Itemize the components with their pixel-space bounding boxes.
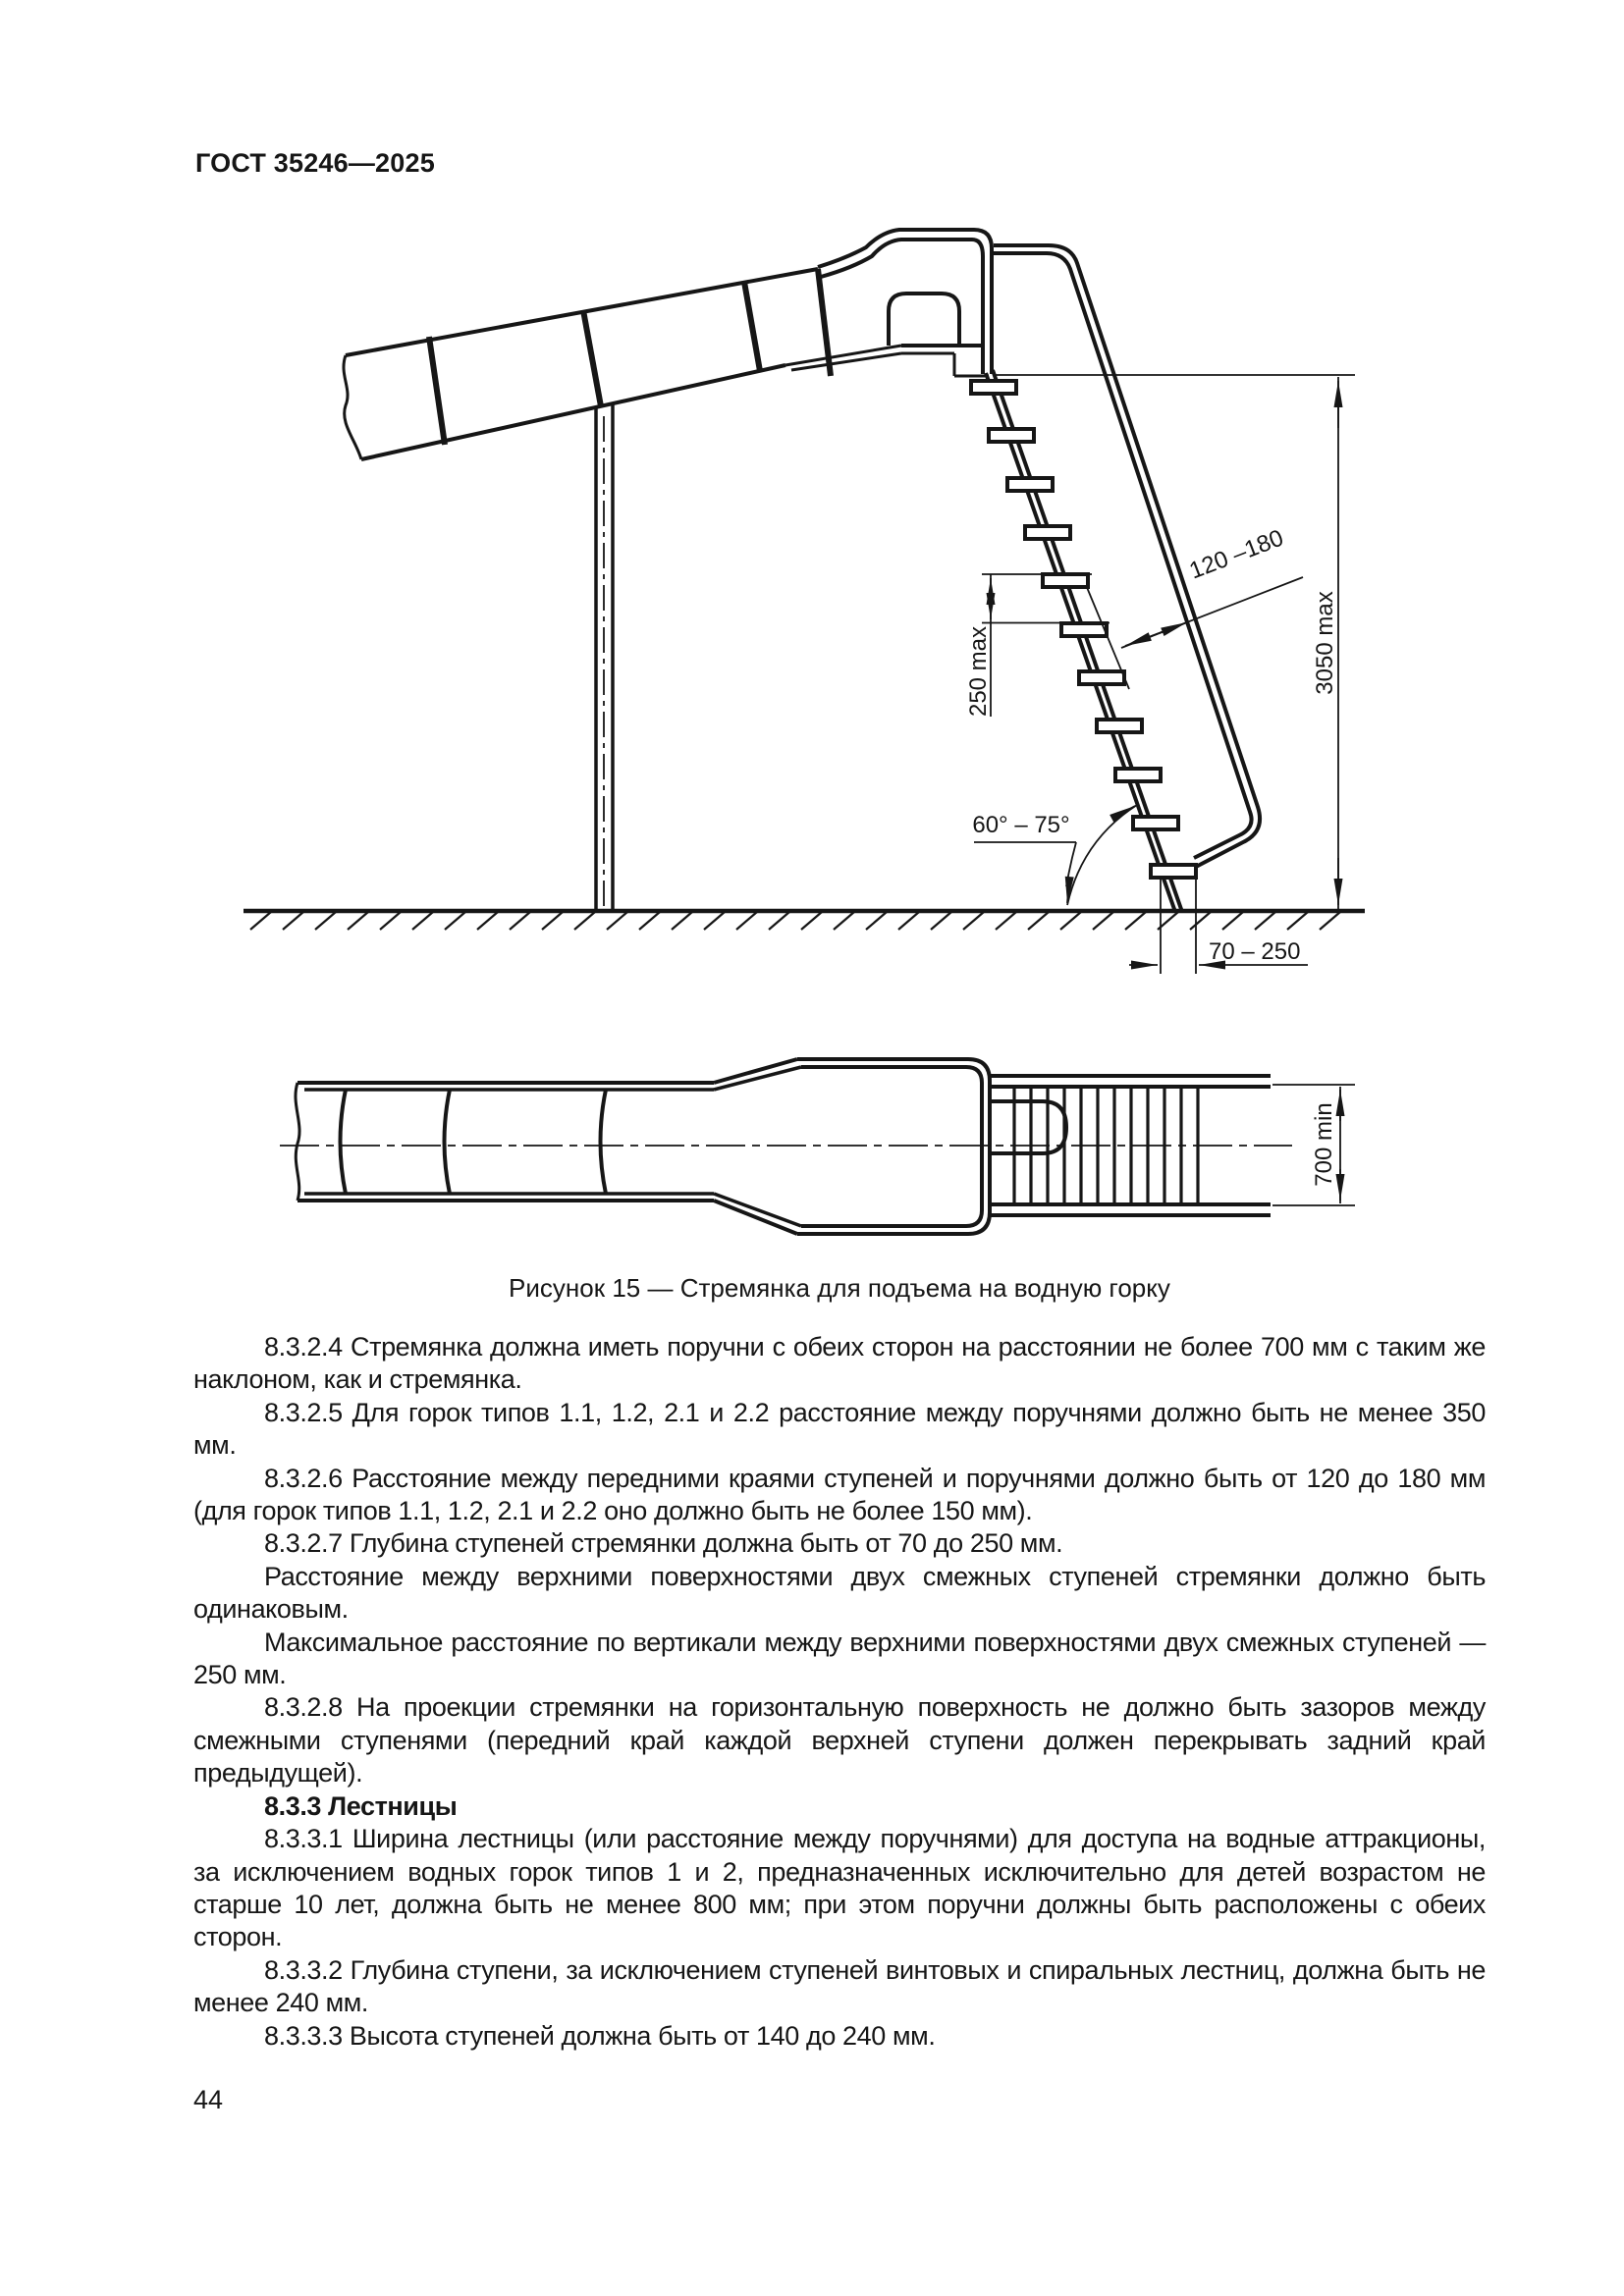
- ground-hatching: [250, 912, 1340, 930]
- paragraph-8333: 8.3.3.3 Высота ступеней должна быть от 140 до 240 мм.: [264, 2020, 936, 2051]
- paragraph-8327-cont2: Максимальное расстояние по вертикали между верхними поверхностями двух смежных ступеней — 250 мм.: [193, 1627, 1486, 1690]
- paragraph-8331: 8.3.3.1 Ширина лестницы (или расстояние между поручнями) для доступа на водные аттракционы, за исключением водных горок типов 1 и 2, предназначенных исключительно для детей возрастом не старше 10 лет, должна быть не менее 800 мм; при этом поручни должны быть расположены с обеих сторон.: [193, 1824, 1486, 1952]
- paragraph-8327-cont1: Расстояние между верхними поверхностями двух смежных ступеней стремянки должно быть одинаковым.: [193, 1561, 1486, 1625]
- dimension-step-handrail-gap: [1086, 524, 1303, 689]
- dim-label-120-180: 120 –180: [1185, 524, 1287, 585]
- paragraph-8326: 8.3.2.6 Расстояние между передними краями ступеней и поручнями должно быть от 120 до 180 мм (для горок типов 1.1, 1.2, 2.1 и 2.2 оно должно быть не более 150 мм).: [193, 1463, 1486, 1526]
- support-post: [596, 403, 613, 909]
- dim-label-700-min: 700 min: [1311, 1102, 1337, 1187]
- plan-view: [280, 1059, 1355, 1234]
- dimension-incline-angle: [972, 805, 1137, 905]
- slide-tube-plan: [296, 1059, 801, 1234]
- slide-tube: [344, 269, 901, 459]
- dim-label-3050-max: 3050 max: [1312, 591, 1338, 695]
- paragraph-8325: 8.3.2.5 Для горок типов 1.1, 1.2, 2.1 и 2.2 расстояние между поручнями должно быть не менее 350 мм.: [193, 1397, 1486, 1461]
- paragraph-8324: 8.3.2.4 Стремянка должна иметь поручни с обеих сторон на расстоянии не более 700 мм с таким же наклоном, как и стремянка.: [193, 1332, 1486, 1395]
- figure-caption: Рисунок 15 — Стремянка для подъема на водную горку: [509, 1273, 1170, 1303]
- paragraph-8332: 8.3.3.2 Глубина ступени, за исключением ступеней винтовых и спиральных лестниц, должна быть не менее 240 мм.: [193, 1954, 1486, 2018]
- page-header: ГОСТ 35246—2025: [195, 148, 435, 178]
- heading-833-lestnicy: 8.3.3 Лестницы: [264, 1790, 458, 1821]
- paragraph-8328: 8.3.2.8 На проекции стремянки на горизонтальную поверхность не должно быть зазоров между смежными ступенями (передний край каждой верхней ступени должен перекрывать задний край предыдущей).: [193, 1692, 1486, 1789]
- side-view: [244, 230, 1365, 974]
- dim-label-60-75: 60° – 75°: [972, 812, 1070, 838]
- page-number: 44: [193, 2085, 224, 2114]
- body-text: [193, 1331, 1486, 2053]
- dim-label-250-max: 250 max: [965, 625, 992, 718]
- dim-label-70-250: 70 – 250: [1209, 938, 1301, 965]
- paragraph-8327: 8.3.2.7 Глубина ступеней стремянки должна быть от 70 до 250 мм.: [264, 1528, 1063, 1559]
- dimension-step-depth: [1129, 880, 1308, 974]
- ladder-steps: [971, 381, 1196, 878]
